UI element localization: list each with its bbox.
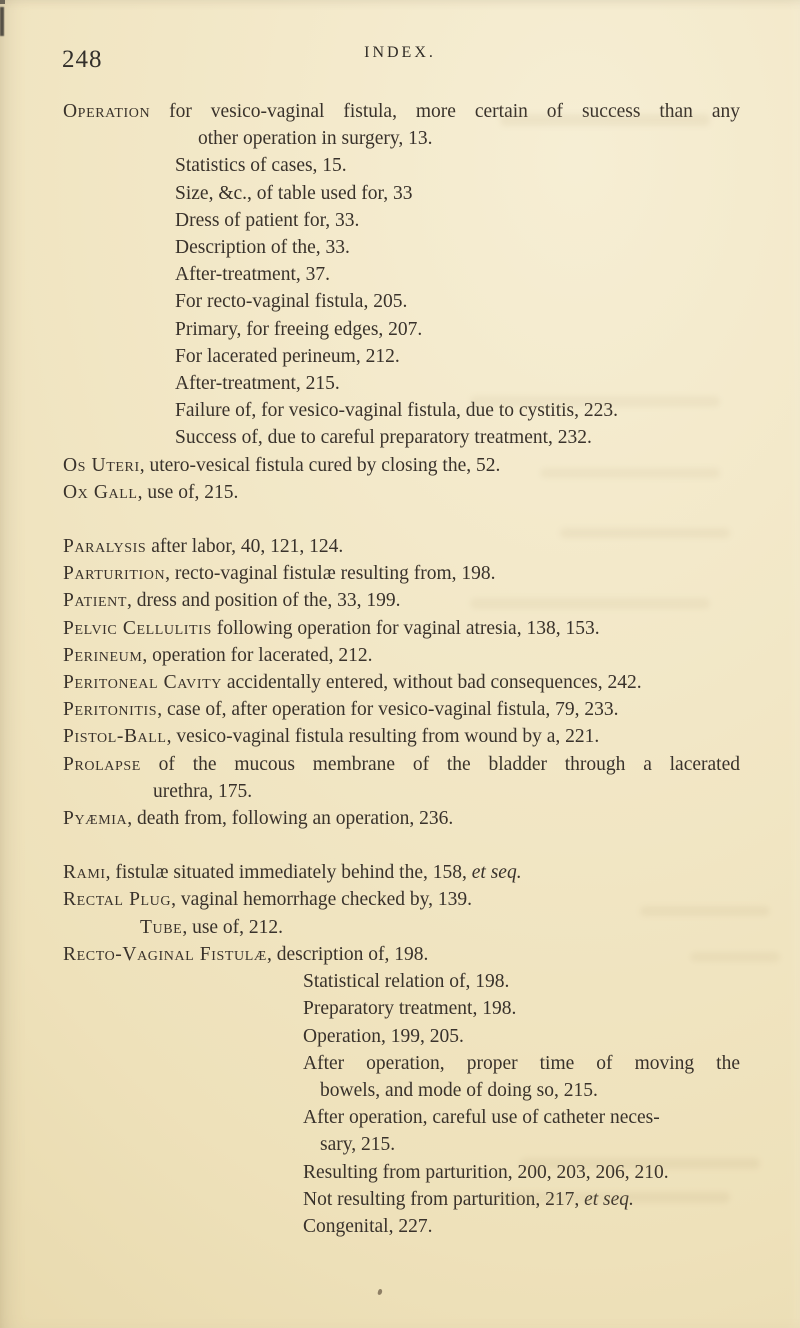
index-line: Peritoneal Cavity accidentally entered, without bad consequences, 242. [63, 672, 642, 694]
index-list [0, 98, 800, 1240]
index-line: After-treatment, 215. [175, 373, 340, 395]
index-headword: Os Uteri [63, 454, 140, 476]
index-line: Perineum, operation for lacerated, 212. [63, 644, 373, 666]
index-line: Recto-Vaginal Fistulæ, description of, 198. [63, 943, 429, 965]
index-headword: Patient [63, 590, 128, 612]
index-headword: Parturition [63, 563, 166, 585]
index-line: Parturition, recto-vaginal fistulæ resulting from, 198. [63, 563, 496, 585]
index-line: For recto-vaginal fistula, 205. [175, 291, 408, 313]
index-line: urethra, 175. [153, 780, 253, 802]
page-title: INDEX. [364, 44, 436, 61]
index-line: sary, 215. [320, 1134, 396, 1156]
index-line: Resulting from parturition, 200, 203, 206, 210. [303, 1161, 669, 1183]
index-line: Failure of, for vesico-vaginal fistula, due to cystitis, 223. [175, 400, 618, 422]
index-line: Primary, for freeing edges, 207. [175, 318, 423, 340]
index-headword: Pistol-Ball [63, 726, 167, 748]
index-line: Peritonitis, case of, after operation for vesico-vaginal fistula, 79, 233. [63, 699, 619, 721]
index-line: Patient, dress and position of the, 33, 199. [63, 590, 401, 612]
index-line: Paralysis after labor, 40, 121, 124. [63, 536, 344, 558]
scan-edge-mark [0, 0, 5, 4]
index-line: Os Uteri, utero-vesical fistula cured by closing the, 52. [63, 454, 501, 476]
index-headword: Operation [63, 101, 151, 122]
index-line: Prolapse of the mucous membrane of the bladder through a lacerated [63, 753, 740, 775]
index-line: bowels, and mode of doing so, 215. [320, 1079, 598, 1101]
index-line: Pyæmia, death from, following an operation, 236. [63, 808, 454, 830]
index-line: Operation for vesico-vaginal fistula, more certain of success than any [63, 101, 740, 122]
index-line: After operation, proper time of moving the [303, 1052, 740, 1074]
index-headword: Ox Gall [63, 481, 138, 503]
index-line: Pelvic Cellulitis following operation for vaginal atresia, 138, 153. [63, 617, 600, 639]
index-line: Preparatory treatment, 198. [303, 998, 517, 1020]
index-headword: Prolapse [63, 753, 141, 775]
italic-reference: et seq. [584, 1188, 634, 1210]
ink-speck [377, 1289, 382, 1296]
page-number: 248 [62, 46, 103, 73]
index-line: After operation, careful use of catheter neces- [303, 1107, 660, 1129]
index-line: other operation in surgery, 13. [198, 128, 433, 150]
index-line: Statistical relation of, 198. [303, 971, 510, 993]
scan-edge-mark [0, 7, 4, 36]
index-line: Ox Gall, use of, 215. [63, 481, 239, 503]
index-line: Rami, fistulæ situated immediately behind the, 158, et seq. [63, 862, 522, 884]
italic-reference: et seq. [471, 862, 522, 884]
index-line: Description of the, 33. [175, 237, 350, 259]
index-headword: Paralysis [63, 536, 147, 558]
index-headword: Tube [140, 916, 183, 938]
index-line: Congenital, 227. [303, 1215, 433, 1237]
index-line: After-treatment, 37. [175, 264, 331, 286]
index-headword: Pelvic Cellulitis [63, 617, 212, 639]
index-line: Rectal Plug, vaginal hemorrhage checked by, 139. [63, 889, 472, 911]
index-line: Not resulting from parturition, 217, et seq. [303, 1188, 634, 1210]
index-headword: Peritoneal Cavity [63, 672, 222, 694]
index-headword: Rami [63, 862, 106, 884]
index-headword: Pyæmia [63, 808, 128, 830]
index-line: Size, &c., of table used for, 33 [175, 182, 413, 204]
index-line: Statistics of cases, 15. [175, 155, 347, 177]
index-line: Dress of patient for, 33. [175, 209, 360, 231]
index-line: Success of, due to careful preparatory treatment, 232. [175, 427, 592, 449]
index-line: Pistol-Ball, vesico-vaginal fistula resulting from wound by a, 221. [63, 726, 600, 748]
index-line: Operation, 199, 205. [303, 1025, 464, 1047]
index-line: For lacerated perineum, 212. [175, 345, 400, 367]
index-line: Tube, use of, 212. [140, 916, 284, 938]
index-headword: Peritonitis [63, 699, 158, 721]
index-headword: Recto-Vaginal Fistulæ [63, 943, 267, 965]
index-headword: Rectal Plug [63, 889, 172, 911]
index-headword: Perineum [63, 644, 143, 666]
